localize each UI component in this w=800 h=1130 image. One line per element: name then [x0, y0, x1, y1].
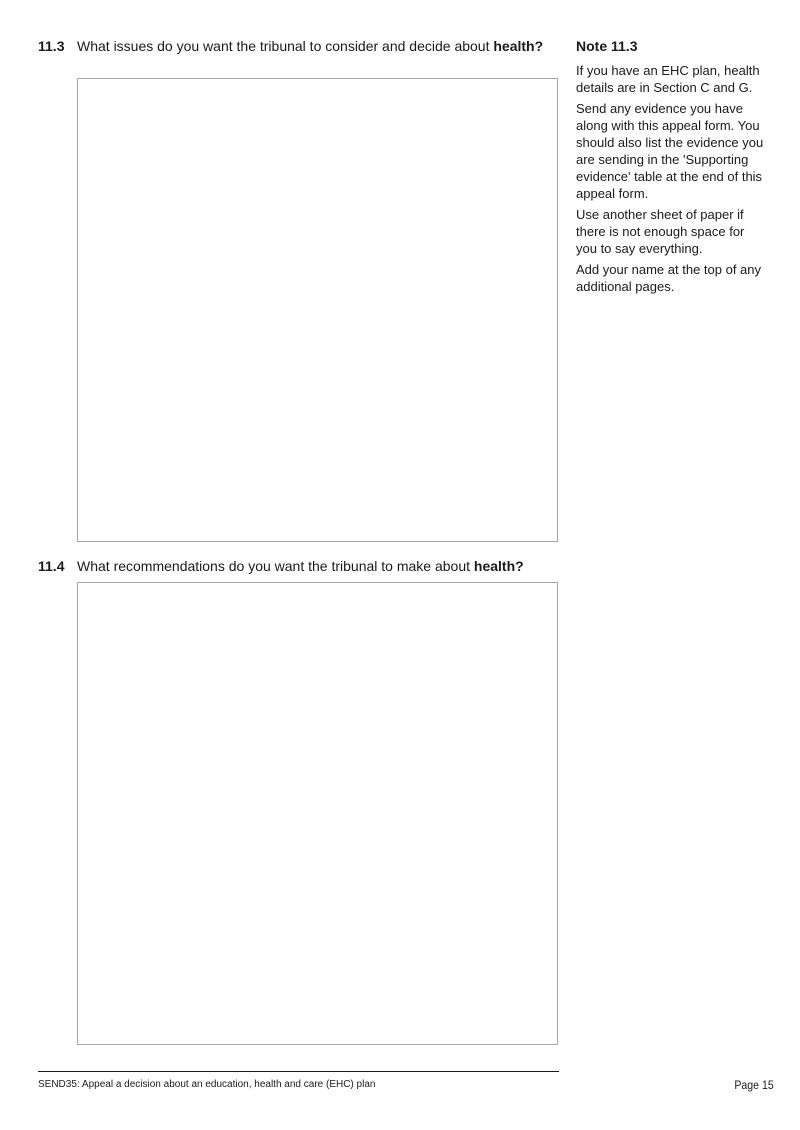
- note-paragraph-add-name: Add your name at the top of any additional pages.: [576, 262, 762, 294]
- answer-box-11-3[interactable]: [77, 78, 558, 542]
- question-text-11-4-emphasis: health?: [473, 558, 524, 574]
- question-text-11-3: [77, 38, 557, 55]
- note-paragraph-extra-paper: Use another sheet of paper if there is not enough space for you to say everything.: [576, 207, 745, 256]
- answer-box-11-4[interactable]: [77, 582, 558, 1045]
- question-number-11-3: 11.3: [38, 38, 65, 54]
- note-title: Note 11.3: [576, 38, 638, 54]
- question-number-11-4: 11.4: [38, 558, 65, 574]
- answer-field-11-3[interactable]: [78, 79, 557, 541]
- question-text-11-3-main: What issues do you want the tribunal to consider and decide about: [77, 38, 494, 54]
- note-paragraph-evidence: Send any evidence you have along with this appeal form. You should also list the evidence you are sending in the 'Supporting evidence' table at the end of this appeal form.: [576, 101, 764, 201]
- question-text-11-4: [77, 558, 567, 575]
- answer-field-11-4[interactable]: [78, 583, 557, 1044]
- footer-form-title: SEND35: Appeal a decision about an education, health and care (EHC) plan: [38, 1079, 376, 1090]
- note-paragraph-ehc-plan: If you have an EHC plan, health details are in Section C and G.: [576, 63, 760, 95]
- page-number: Page 15: [734, 1078, 774, 1092]
- question-text-11-3-emphasis: health?: [493, 38, 544, 54]
- question-text-11-4-main: What recommendations do you want the tribunal to make about: [77, 558, 474, 574]
- note-panel-11-3: [576, 38, 766, 299]
- footer-divider: [38, 1071, 559, 1072]
